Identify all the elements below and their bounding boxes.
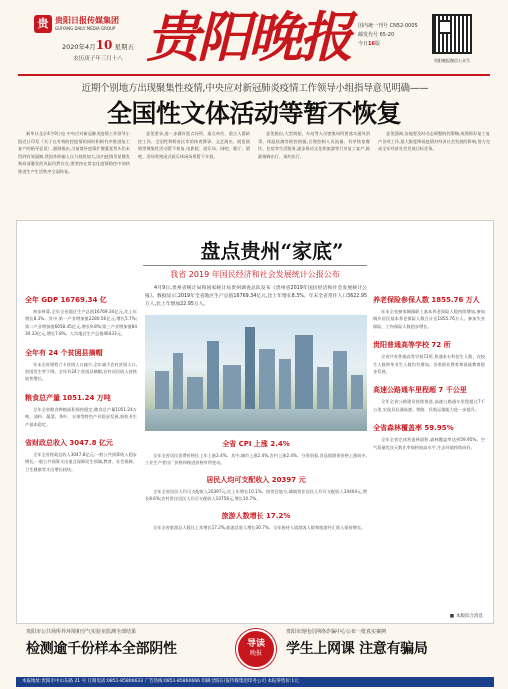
stat-body: 全年全省完成营造林面积,森林覆盖率达到59.95%。空气质量优良天数比率保持较高水平,生态环境持续向好。 — [373, 437, 485, 450]
bottom-teasers — [16, 628, 494, 674]
guide-badge-icon — [236, 629, 276, 669]
stat-body: 全省共有普通高等学校72所,普通本专科招生人数、在校生人数和毕业生人数均有增加。各类职业教育和基础教育稳步发展。 — [373, 354, 485, 375]
stat-body: 全年全省财政总收入3047.8亿元,一般公共预算收入稳步增长,一般公共预算支出重点保障民生领域,教育、社会保障、卫生健康等支出增长较快。 — [25, 452, 137, 472]
middle-column — [145, 285, 367, 619]
stat-heading: 全年有 24 个贫困县摘帽 — [25, 348, 103, 357]
lead-col-1: 新华社北京4月9日电 中央应对新冠肺炎疫情工作领导小组近日印发《关于在有效防控疫情的同时积极有序推进复工复产的指导意见》,强调指出,当前境外疫情扩散蔓延势头仍未得到有效遏制,我国外防输入压力持续加大,国内疫情零星散发和局部暴发的风险仍然存在,要坚持在常态化疫情防控中加快推进生产生活秩序全面恢复。 — [18, 131, 130, 174]
badge-line2: 晚报 — [249, 650, 262, 657]
stat-heading: 全年 GDP 16769.34 亿 — [25, 296, 107, 304]
group-name-cn: 贵阳日报传媒集团 — [55, 16, 119, 25]
group-logo — [34, 12, 120, 36]
lead-col-2: 意见要求,进一步做好重点场所、重点单位、重点人群防控工作。全国性和跨省区市的体育赛事、文艺演出、展览展销等聚集性活动暂不恢复,电影院、游乐场、网吧、歌厅、酒吧、浴场等密闭式娱乐休闲场所暂不开放。 — [138, 131, 250, 159]
weekday: 星期五 — [114, 43, 134, 51]
middle-body: 全年全省居民消费价格比上年上涨2.4%。其中,城市上涨2.4%,农村上涨2.4%。分类别看,食品烟酒类价格上涨较多,工业生产者出厂价格和购进价格有所变动。 — [145, 453, 367, 466]
publication-info — [358, 22, 426, 49]
teaser-left-title[interactable]: 检测逾千份样本全部阴性 — [26, 641, 177, 657]
teaser-right[interactable] — [286, 628, 484, 658]
stat-heading: 全省森林覆盖率 59.95% — [373, 424, 454, 433]
masthead — [0, 0, 508, 75]
stat-heading: 高速公路通车里程超 7 千公里 — [373, 386, 467, 395]
special-title[interactable]: 盘点贵州“家底” — [200, 239, 344, 263]
stat-body: 全年全省粮食种植面积保持稳定,粮食总产量1051.24万吨。油料、蔬菜、茶叶、水果等特色产业稳步发展,畜牧业生产基本稳定。 — [25, 406, 137, 427]
group-name-en: GUIYANG DAILY MEDIA GROUP — [55, 26, 116, 31]
paper-title: 贵阳晚报 — [146, 5, 350, 69]
stat-body: 年末全省建档立卡贫困人口减少,全年减少农村贫困人口,贫困发生率下降。全年有24个贫困县摘帽,农村居民收入持续较快增长。 — [25, 361, 137, 382]
qr-caption: 贵阳晚报微信公众号 — [434, 58, 470, 63]
stat-heading: 养老保险参保人数 1855.76 万人 — [373, 296, 480, 304]
stat-body: 全年全省公路建设持续推进,高速公路通车里程超过7千公里,实现县县通高速。铁路、民航运输能力进一步提升。 — [373, 399, 485, 412]
lead-col-4: 意见强调,各地要及时动态调整防控策略,统筹抓好复工复产各项工作,最大限度降低疫情对经济社会发展的影响,努力完成全年经济社会发展目标任务。 — [378, 131, 490, 151]
stat-body: 初步核算,全年全省地区生产总值16769.34亿元,比上年增长8.3%。其中,第一产业增加值2280.56亿元,增长5.7%;第二产业增加值6058.45亿元,增长9.8%;第三产业增加值8430.33亿元,增长7.8%。人均地区生产总值46433元。 — [25, 309, 137, 337]
lead-headline[interactable]: 全国性文体活动等暂不恢复 — [106, 99, 401, 128]
footer-bar: 本报地址:贵阳市中山东路 21 号 订阅电话:0851-85806633 广告热线:0851-85860666 印刷:贵阳日报传媒集团印务公司 本报零售价:1元 — [16, 677, 494, 687]
special-title-rule — [143, 265, 367, 266]
source-note: ■ 本版综合消息 — [450, 613, 483, 619]
pub-line3-prefix: 今日 — [358, 41, 369, 47]
middle-body: 全年全省旅游总人数比上年增长17.2%,旅游总收入增长30.7%。全年接待入境游客人数和旅游外汇收入保持增长。 — [153, 524, 366, 530]
special-intro: 4月9日,贵州省统计局和国家统计局贵州调查总队发布《贵州省2019年国民经济和社会发展统计公报》。数据显示,2019年全省地区生产总值16769.34亿元,比上年增长8.3%。年末全省常住人口3622.95万人,比上年增加22.95万人。 — [145, 286, 367, 307]
lead-article — [18, 130, 490, 220]
date-day: 10 — [95, 38, 113, 52]
middle-heading: 全省 CPI 上涨 2.4% — [222, 440, 290, 448]
middle-heading: 旅游人数增长 17.2% — [221, 511, 291, 520]
teaser-right-kicker: 贵阳市现电信网络诈骗中心公布一批真实案例 — [286, 629, 387, 635]
middle-heading: 居民人均可支配收入 20397 元 — [206, 475, 306, 484]
stat-body: 年末全省参加城镇职工基本养老保险人数持续增加,参加城乡居民基本养老保险人数合计达1855.76万人。参加失业保险、工伤保险人数稳步增长。 — [373, 309, 485, 329]
lead-col-3: 意见指出,大型商超、车站等人员密集场所要落实通风消毒、体温检测等防控措施,合理控制人员流量。有序恢复餐饮、住宿等生活服务,逐步推动文化和旅游等行业复工复产,鼓励错峰出行、预约出行。 — [258, 131, 370, 159]
teaser-left[interactable] — [26, 628, 224, 658]
masthead-divider — [18, 74, 490, 76]
pub-page-count: 16 — [368, 41, 375, 47]
lunar-date: 农历庚子年三月十八 — [73, 56, 123, 62]
teaser-right-title[interactable]: 学生上网课 注意有骗局 — [286, 641, 428, 657]
right-stats-column — [373, 281, 485, 619]
stat-heading: 贵阳普通高等学校 72 所 — [373, 341, 451, 350]
middle-body: 全年全省居民人均可支配收入20397元,比上年增长10.1%。按常住地分,城镇常住居民人均可支配收入34404元,增长8.6%;农村常住居民人均可支配收入10756元,增长10.7%。 — [145, 488, 367, 502]
teaser-left-kicker: 贵阳市公共场所外环境和空气实验室监测全部结果 — [26, 629, 137, 635]
pub-line2: 邮发代号 65-20 — [358, 32, 395, 38]
stat-heading: 粮食总产量 1051.24 万吨 — [25, 393, 111, 402]
pub-line1: 国内统一刊号 CN52-0005 — [358, 23, 418, 29]
badge-line1: 导读 — [246, 639, 265, 649]
left-stats-column — [25, 281, 137, 619]
special-subtitle: 我省 2019 年国民经济和社会发展统计公报公布 — [170, 270, 340, 279]
group-logo-icon: 贵 — [34, 15, 52, 33]
city-skyline-photo — [145, 315, 367, 431]
qr-code-icon[interactable] — [432, 14, 472, 54]
pub-line3-suffix: 版 — [374, 41, 380, 47]
special-report — [16, 220, 494, 624]
stat-heading: 省财政总收入 3047.8 亿元 — [25, 439, 113, 448]
date-prefix: 2020年4月 — [62, 43, 96, 51]
lead-subhead: 近期个别地方出现聚集性疫情,中央应对新冠肺炎疫情工作领导小组指导意见明确—— — [81, 83, 429, 94]
issue-date — [58, 38, 138, 62]
